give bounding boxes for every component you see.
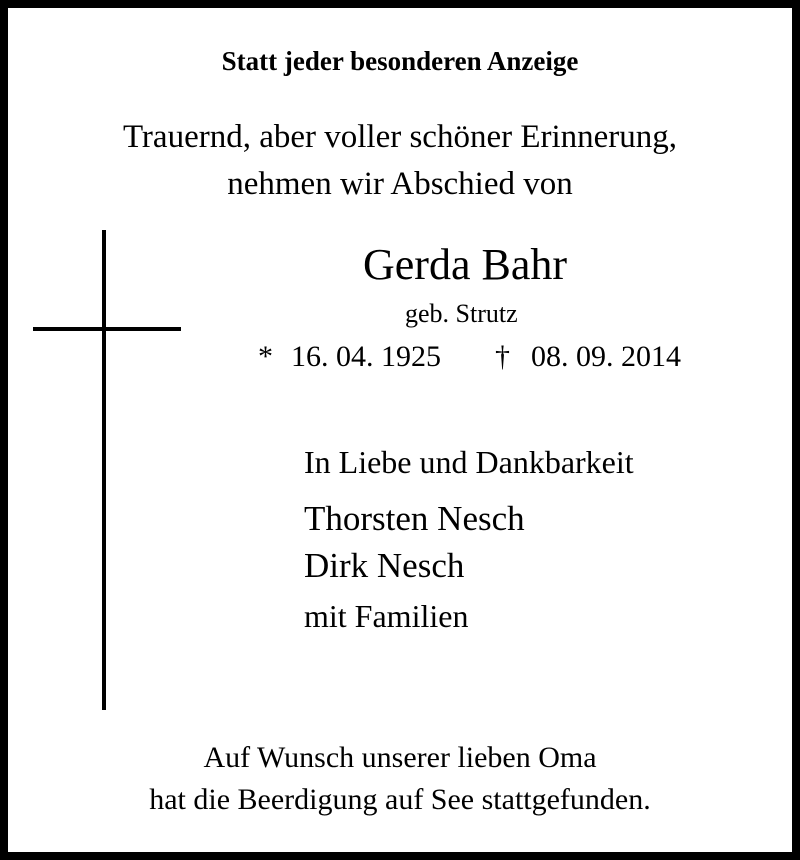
dedication-line: In Liebe und Dankbarkeit — [304, 444, 634, 480]
families-line: mit Familien — [304, 598, 469, 634]
closing-line-2: hat die Beerdigung auf See stattgefunden. — [149, 783, 651, 816]
intro-line-1: Trauernd, aber voller schöner Erinnerung, — [122, 119, 678, 155]
notice-header: Statt jeder besonderen Anzeige — [221, 46, 579, 76]
closing-line-1: Auf Wunsch unserer lieben Oma — [203, 741, 597, 774]
intro-line-2: nehmen wir Abschied von — [227, 166, 573, 202]
mourner-name: Thorsten Nesch — [304, 499, 525, 538]
mourner-name: Dirk Nesch — [304, 546, 465, 585]
death-dagger-icon: † — [495, 340, 510, 373]
deceased-name: Gerda Bahr — [363, 240, 568, 289]
cross-vertical-bar — [102, 230, 106, 710]
birth-date: 16. 04. 1925 — [291, 340, 441, 373]
death-date: 08. 09. 2014 — [531, 340, 681, 373]
birth-star-icon: * — [258, 340, 273, 373]
cross-horizontal-bar — [33, 327, 181, 331]
maiden-name: geb. Strutz — [405, 299, 518, 328]
